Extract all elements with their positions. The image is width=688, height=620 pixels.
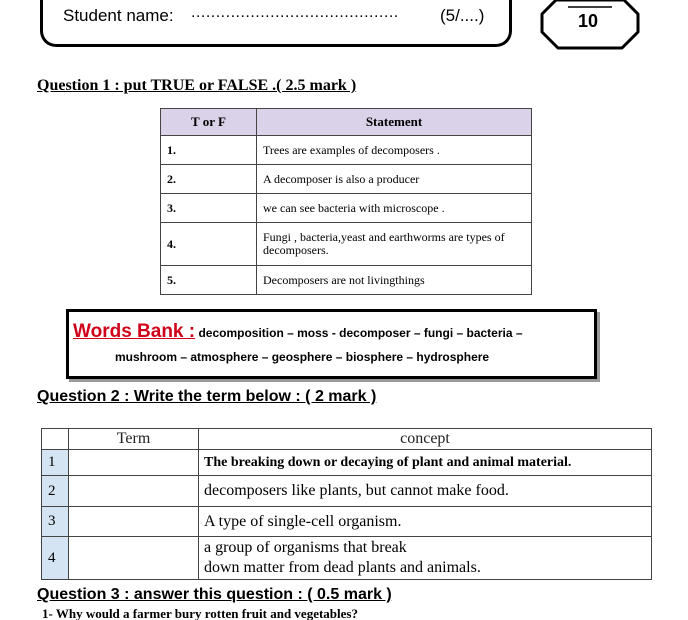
- statement-cell: Decomposers are not livingthings: [257, 266, 532, 295]
- index-column-header: [42, 429, 69, 450]
- table-row: [42, 450, 652, 476]
- score-label: (5/....): [440, 6, 485, 25]
- concept-line: down matter from dead plants and animals.: [204, 559, 481, 576]
- table-row: [42, 476, 652, 507]
- table-row: [42, 537, 652, 580]
- concept-column-header: concept: [199, 429, 652, 450]
- student-name-field[interactable]: ..........................................: [191, 4, 399, 21]
- concept-cell: decomposers like plants, but cannot make food.: [199, 476, 652, 507]
- concept-cell: A type of single-cell organism.: [199, 507, 652, 537]
- term-answer-cell[interactable]: [69, 537, 199, 580]
- question-3-title: Question 3 : answer this question : ( 0.5 mark ): [37, 586, 392, 603]
- total-mark: 10: [577, 11, 599, 31]
- concept-cell: The breaking down or decaying of plant and animal material.: [199, 450, 652, 476]
- table-row: [161, 194, 532, 223]
- statement-cell: Fungi , bacteria,yeast and earthworms are types of decomposers.: [257, 223, 532, 266]
- tf-answer-cell[interactable]: 2.: [161, 165, 257, 194]
- words-bank-line-1: [73, 321, 523, 343]
- tf-answer-cell[interactable]: 3.: [161, 194, 257, 223]
- student-name-label: Student name:: [63, 6, 174, 25]
- statement-column-header: Statement: [257, 109, 532, 136]
- tf-column-header: T or F: [161, 109, 257, 136]
- question-3-item-1: 1- Why would a farmer bury rotten fruit and vegetables?: [42, 606, 358, 620]
- terms-table: [41, 428, 652, 580]
- row-number: 1: [42, 450, 69, 476]
- words-bank-terms-2: mushroom – atmosphere – geosphere – biosphere – hydrosphere: [115, 350, 490, 364]
- table-row: [161, 136, 532, 165]
- statement-cell: Trees are examples of decomposers .: [257, 136, 532, 165]
- words-bank-terms-1: decomposition – moss - decomposer – fungi – bacteria –: [198, 326, 523, 340]
- table-row: [161, 266, 532, 295]
- term-answer-cell[interactable]: [69, 450, 199, 476]
- term-column-header: Term: [69, 429, 199, 450]
- student-name-box: [40, 0, 512, 47]
- statement-cell: A decomposer is also a producer: [257, 165, 532, 194]
- words-bank-title: Words Bank :: [73, 321, 196, 342]
- question-2-title: Question 2 : Write the term below : ( 2 mark ): [37, 388, 377, 405]
- row-number: 3: [42, 507, 69, 537]
- true-false-table: [160, 108, 532, 295]
- term-answer-cell[interactable]: [69, 476, 199, 507]
- term-answer-cell[interactable]: [69, 507, 199, 537]
- row-number: 4: [42, 537, 69, 580]
- tf-answer-cell[interactable]: 5.: [161, 266, 257, 295]
- concept-line: a group of organisms that break: [204, 539, 407, 556]
- statement-cell: we can see bacteria with microscope .: [257, 194, 532, 223]
- tf-answer-cell[interactable]: 1.: [161, 136, 257, 165]
- table-row: [161, 223, 532, 266]
- question-1-title: Question 1 : put TRUE or FALSE .( 2.5 mark ): [37, 77, 357, 94]
- concept-cell: [199, 537, 652, 580]
- table-row: [161, 165, 532, 194]
- row-number: 2: [42, 476, 69, 507]
- words-bank-box: [66, 309, 597, 379]
- tf-answer-cell[interactable]: 4.: [161, 223, 257, 266]
- table-row: [42, 507, 652, 537]
